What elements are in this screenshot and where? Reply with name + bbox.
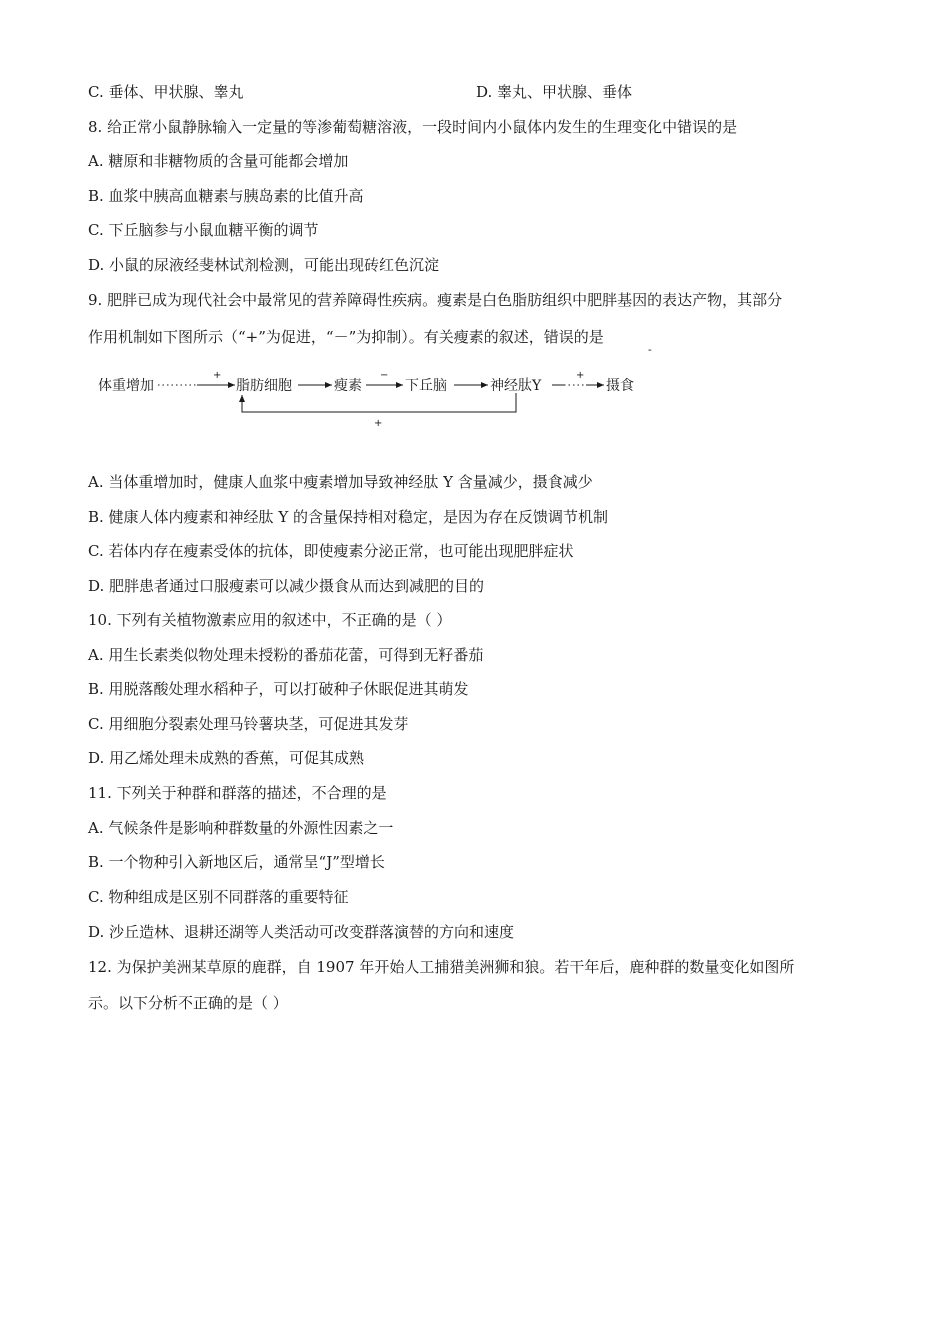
node-leptin: 瘦素 [334,378,362,394]
q9-option-a: A. 当体重增加时，健康人血浆中瘦素增加导致神经肽 Y 含量减少，摄食减少 [88,473,593,491]
q9-option-b: B. 健康人体内瘦素和神经肽 Y 的含量保持相对稳定，是因为存在反馈调节机制 [88,508,609,526]
sign-plus-weight: + [213,370,222,381]
q11-option-b: B. 一个物种引入新地区后，通常呈“J”型增长 [88,853,385,871]
q11-stem: 11. 下列关于种群和群落的描述，不合理的是 [88,784,387,802]
sign-plus-npy: + [576,370,585,381]
q8-option-c: C. 下丘脑参与小鼠血糖平衡的调节 [88,221,319,239]
q8-option-d: D. 小鼠的尿液经斐林试剂检测，可能出现砖红色沉淀 [88,256,440,274]
stray-mark: - [648,343,652,356]
q12-stem-line1: 12. 为保护美洲某草原的鹿群，自 1907 年开始人工捕猎美洲狮和狼。若干年后，鹿种群的数量变化如图所 [88,958,795,976]
q9-stem-line2: 作用机制如下图所示（“+”为促进，“－”为抑制）。有关瘦素的叙述，错误的是 [88,328,604,346]
sign-plus-feedback: + [374,418,383,429]
q8-option-a: A. 糖原和非糖物质的含量可能都会增加 [88,152,349,170]
q12-stem-line2: 示。以下分析不正确的是（ ） [88,994,288,1012]
node-hypothalamus: 下丘脑 [405,378,447,394]
q8-option-b: B. 血浆中胰高血糖素与胰岛素的比值升高 [88,187,364,205]
q7-option-d: D. 睾丸、甲状腺、垂体 [476,83,633,101]
node-fat-cell: 脂肪细胞 [236,378,292,394]
q10-option-c: C. 用细胞分裂素处理马铃薯块茎，可促进其发芽 [88,715,409,733]
node-weight-gain: 体重增加 [98,378,154,394]
leptin-mechanism-diagram [92,362,652,432]
q11-option-a: A. 气候条件是影响种群数量的外源性因素之一 [88,819,394,837]
q10-option-b: B. 用脱落酸处理水稻种子，可以打破种子休眠促进其萌发 [88,680,469,698]
arrow-feedback-npy-to-fat [242,393,516,412]
q9-option-c: C. 若体内存在瘦素受体的抗体，即使瘦素分泌正常，也可能出现肥胖症状 [88,542,574,560]
node-feeding: 摄食 [606,378,634,394]
q7-option-c: C. 垂体、甲状腺、睾丸 [88,83,244,101]
q9-option-d: D. 肥胖患者通过口服瘦素可以减少摄食从而达到减肥的目的 [88,577,485,595]
q8-stem: 8. 给正常小鼠静脉输入一定量的等渗葡萄糖溶液，一段时间内小鼠体内发生的生理变化中错误的是 [88,118,738,136]
q10-stem: 10. 下列有关植物激素应用的叙述中，不正确的是（ ） [88,611,452,629]
q10-option-a: A. 用生长素类似物处理未授粉的番茄花蕾，可得到无籽番茄 [88,646,484,664]
q10-option-d: D. 用乙烯处理未成熟的香蕉，可促其成熟 [88,749,365,767]
q9-stem-line1: 9. 肥胖已成为现代社会中最常见的营养障碍性疾病。瘦素是白色脂肪组织中肥胖基因的表达产物，其部分 [88,291,783,309]
q11-option-d: D. 沙丘造林、退耕还湖等人类活动可改变群落演替的方向和速度 [88,923,515,941]
sign-minus-leptin: − [380,370,389,381]
node-neuropeptide-y: 神经肽Y [490,378,542,394]
q11-option-c: C. 物种组成是区别不同群落的重要特征 [88,888,349,906]
